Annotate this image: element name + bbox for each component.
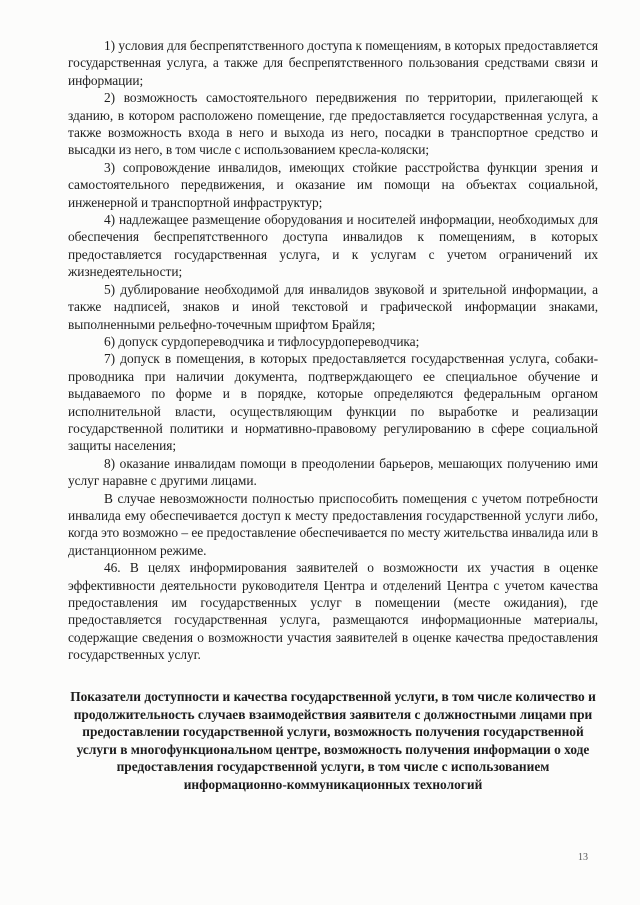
paragraph-item-2: 2) возможность самостоятельного передвижения по территории, прилегающей к зданию, в котором расположено помещение, где предоставляется государственная услуга, а также возможность входа в него и выхода из него, посадки в транспортное средство и высадки из него, в том числе с использованием кресла-коляски; (68, 90, 598, 158)
paragraph-item-8: 8) оказание инвалидам помощи в преодолении барьеров, мешающих получению ими услуг наравне с другими лицами. (68, 455, 598, 489)
paragraph-item-1: 1) условия для беспрепятственного доступа к помещениям, в которых предоставляется государственная услуга, а также для беспрепятственного пользования средствами связи и информации; (68, 38, 598, 88)
paragraph-item-5: 5) дублирование необходимой для инвалидов звуковой и зрительной информации, а также надписей, знаков и иной текстовой и графической информации знаками, выполненными рельефно-точечным шрифтом Брайля; (68, 281, 598, 332)
paragraph-item-3: 3) сопровождение инвалидов, имеющих стойкие расстройства функции зрения и самостоятельного передвижения, и оказание им помощи на объектах социальной, инженерной и транспортной инфраструктур; (68, 159, 598, 210)
section-heading: Показатели доступности и качества государственной услуги, в том числе количество и продолжительность случаев взаимодействия заявителя с должностными лицами при предоставлении государственной услуги, возможность получения государственной услуги в многофункциональном центре, возможность получения информации о ходе предоставления государственной услуги, в том числе с использованием информационно-коммуникационных технологий (70, 689, 596, 792)
body-text (68, 37, 598, 664)
paragraph-impossibility-note: В случае невозможности полностью приспособить помещения с учетом потребности инвалида ему обеспечивается доступ к месту предоставления государственной услуги либо, когда это возможно – ее предоставление обеспечивается по месту жительства инвалида или в дистанционном режиме. (68, 490, 598, 558)
paragraph-item-6: 6) допуск сурдопереводчика и тифлосурдопереводчика; (104, 333, 420, 349)
page-number: 13 (578, 852, 588, 863)
paragraph-46: 46. В целях информирования заявителей о возможности их участия в оценке эффективности деятельности руководителя Центра и отделений Центра с учетом качества предоставления им государственных услуг в помещении (месте ожидания), где предоставляется государственная услуга, размещаются информационные материалы, содержащие сведения о возможности участия заявителей в оценке качества предоставления государственных услуг. (68, 560, 598, 663)
paragraph-item-4: 4) надлежащее размещение оборудования и носителей информации, необходимых для обеспечения беспрепятственного доступа инвалидов к помещениям, в которых предоставляется государственная услуга, и к услугам с учетом ограничений их жизнедеятельности; (68, 212, 598, 280)
paragraph-item-7: 7) допуск в помещения, в которых предоставляется государственная услуга, собаки-проводника при наличии документа, подтверждающего ее специальное обучение и выдаваемого по форме и в порядке, которые определяются федеральным органом исполнительной власти, осуществляющим функции по выработке и реализации государственной политики и нормативно-правовому регулированию в сфере социальной защиты населения; (68, 351, 598, 454)
